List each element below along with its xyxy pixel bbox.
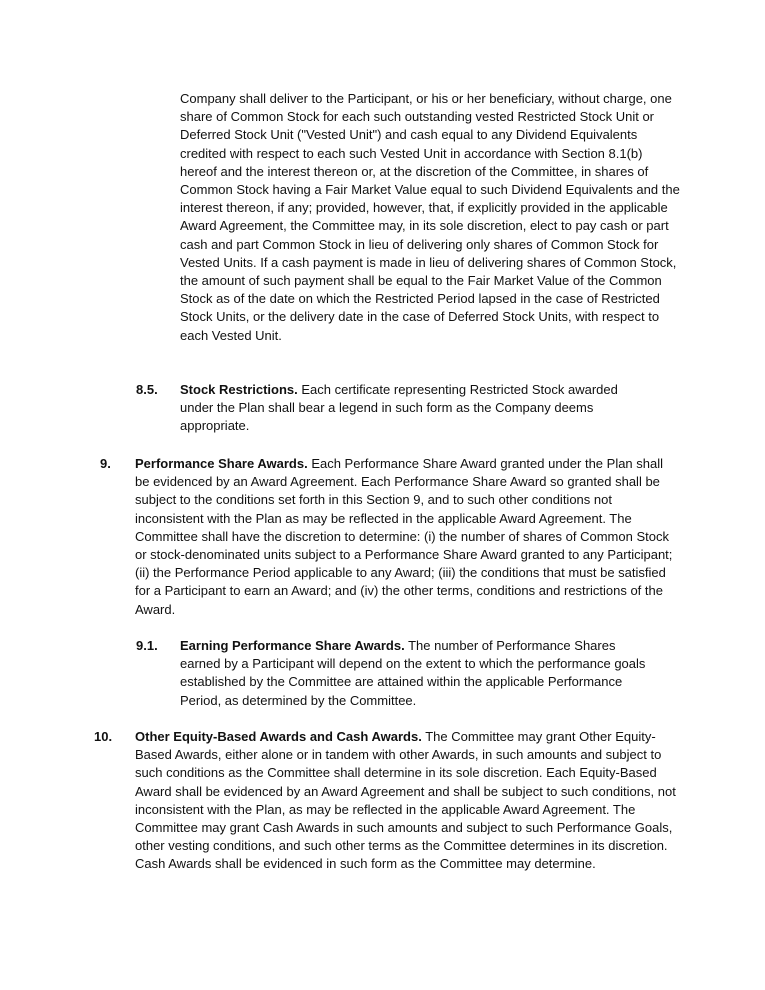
section-8-5-paragraph [180, 381, 650, 436]
section-9-paragraph [135, 455, 680, 619]
section-10-paragraph [135, 728, 680, 874]
section-9-number: 9. [100, 456, 111, 471]
section-8-5-number: 8.5. [136, 382, 158, 397]
continuation-paragraph: Company shall deliver to the Participant, or his or her beneficiary, without charge, one share of Common Stock for each such outstanding vested Restricted Stock Unit or Deferred Stock Unit ("Vested Unit") and cash equal to any Dividend Equivalents credited with respect to each such Vested Unit in accordance with Section 8.1(b) hereof and the interest thereon or, at the discretion of the Committee, in shares of Common Stock having a Fair Market Value equal to such Dividend Equivalents and the interest thereon, if any; provided, however, that, if explicitly provided in the applicable Award Agreement, the Committee may, in its sole discretion, elect to pay cash or part cash and part Common Stock in lieu of delivering only shares of Common Stock for Vested Units. If a cash payment is made in lieu of delivering shares of Common Stock, the amount of such payment shall be equal to the Fair Market Value of the Common Stock as of the date on which the Restricted Period lapsed in the case of Restricted Stock Units, or the delivery date in the case of Deferred Stock Units, with respect to each Vested Unit. [180, 91, 680, 343]
section-8-5-heading: Stock Restrictions. [180, 382, 298, 397]
section-10-text: The Committee may grant Other Equity-Based Awards, either alone or in tandem with other Awards, in such amounts and subject to such conditions as the Committee shall determine in its sole discretion. Each Equity-Based Award shall be evidenced by an Award Agreement and shall be subject to such conditions, not inconsistent with the Plan, as may be reflected in the applicable Award Agreement. The Committee may grant Cash Awards in such amounts and subject to such Performance Goals, other vesting conditions, and such other terms as the Committee determines in its discretion. Cash Awards shall be evidenced in such form as the Committee may determine. [135, 729, 676, 872]
section-9-1-text: The number of Performance Shares earned by a Participant will depend on the extent to which the performance goals established by the Committee are attained within the applicable Performance Period, as determined by the Committee. [180, 638, 646, 708]
section-9-1-number: 9.1. [136, 638, 158, 653]
section-9-1-heading: Earning Performance Share Awards. [180, 638, 405, 653]
section-10-heading: Other Equity-Based Awards and Cash Awards. [135, 729, 422, 744]
section-9-text: Each Performance Share Award granted under the Plan shall be evidenced by an Award Agreement. Each Performance Share Award so granted shall be subject to the conditions set forth in this Section 9, and to such other conditions not inconsistent with the Plan as may be reflected in the applicable Award Agreement. The Committee shall have the discretion to determine: (i) the number of shares of Common Stock or stock-denominated units subject to a Performance Share Award granted to any Participant; (ii) the Performance Period applicable to any Award; (iii) the conditions that must be satisfied for a Participant to earn an Award; and (iv) the other terms, conditions and restrictions of the Award. [135, 456, 673, 617]
section-10-number: 10. [94, 729, 113, 744]
section-9-1-paragraph [180, 637, 650, 710]
section-8-5-text: Each certificate representing Restricted Stock awarded under the Plan shall bear a legend in such form as the Company deems appropriate. [180, 382, 618, 434]
section-9-heading: Performance Share Awards. [135, 456, 308, 471]
